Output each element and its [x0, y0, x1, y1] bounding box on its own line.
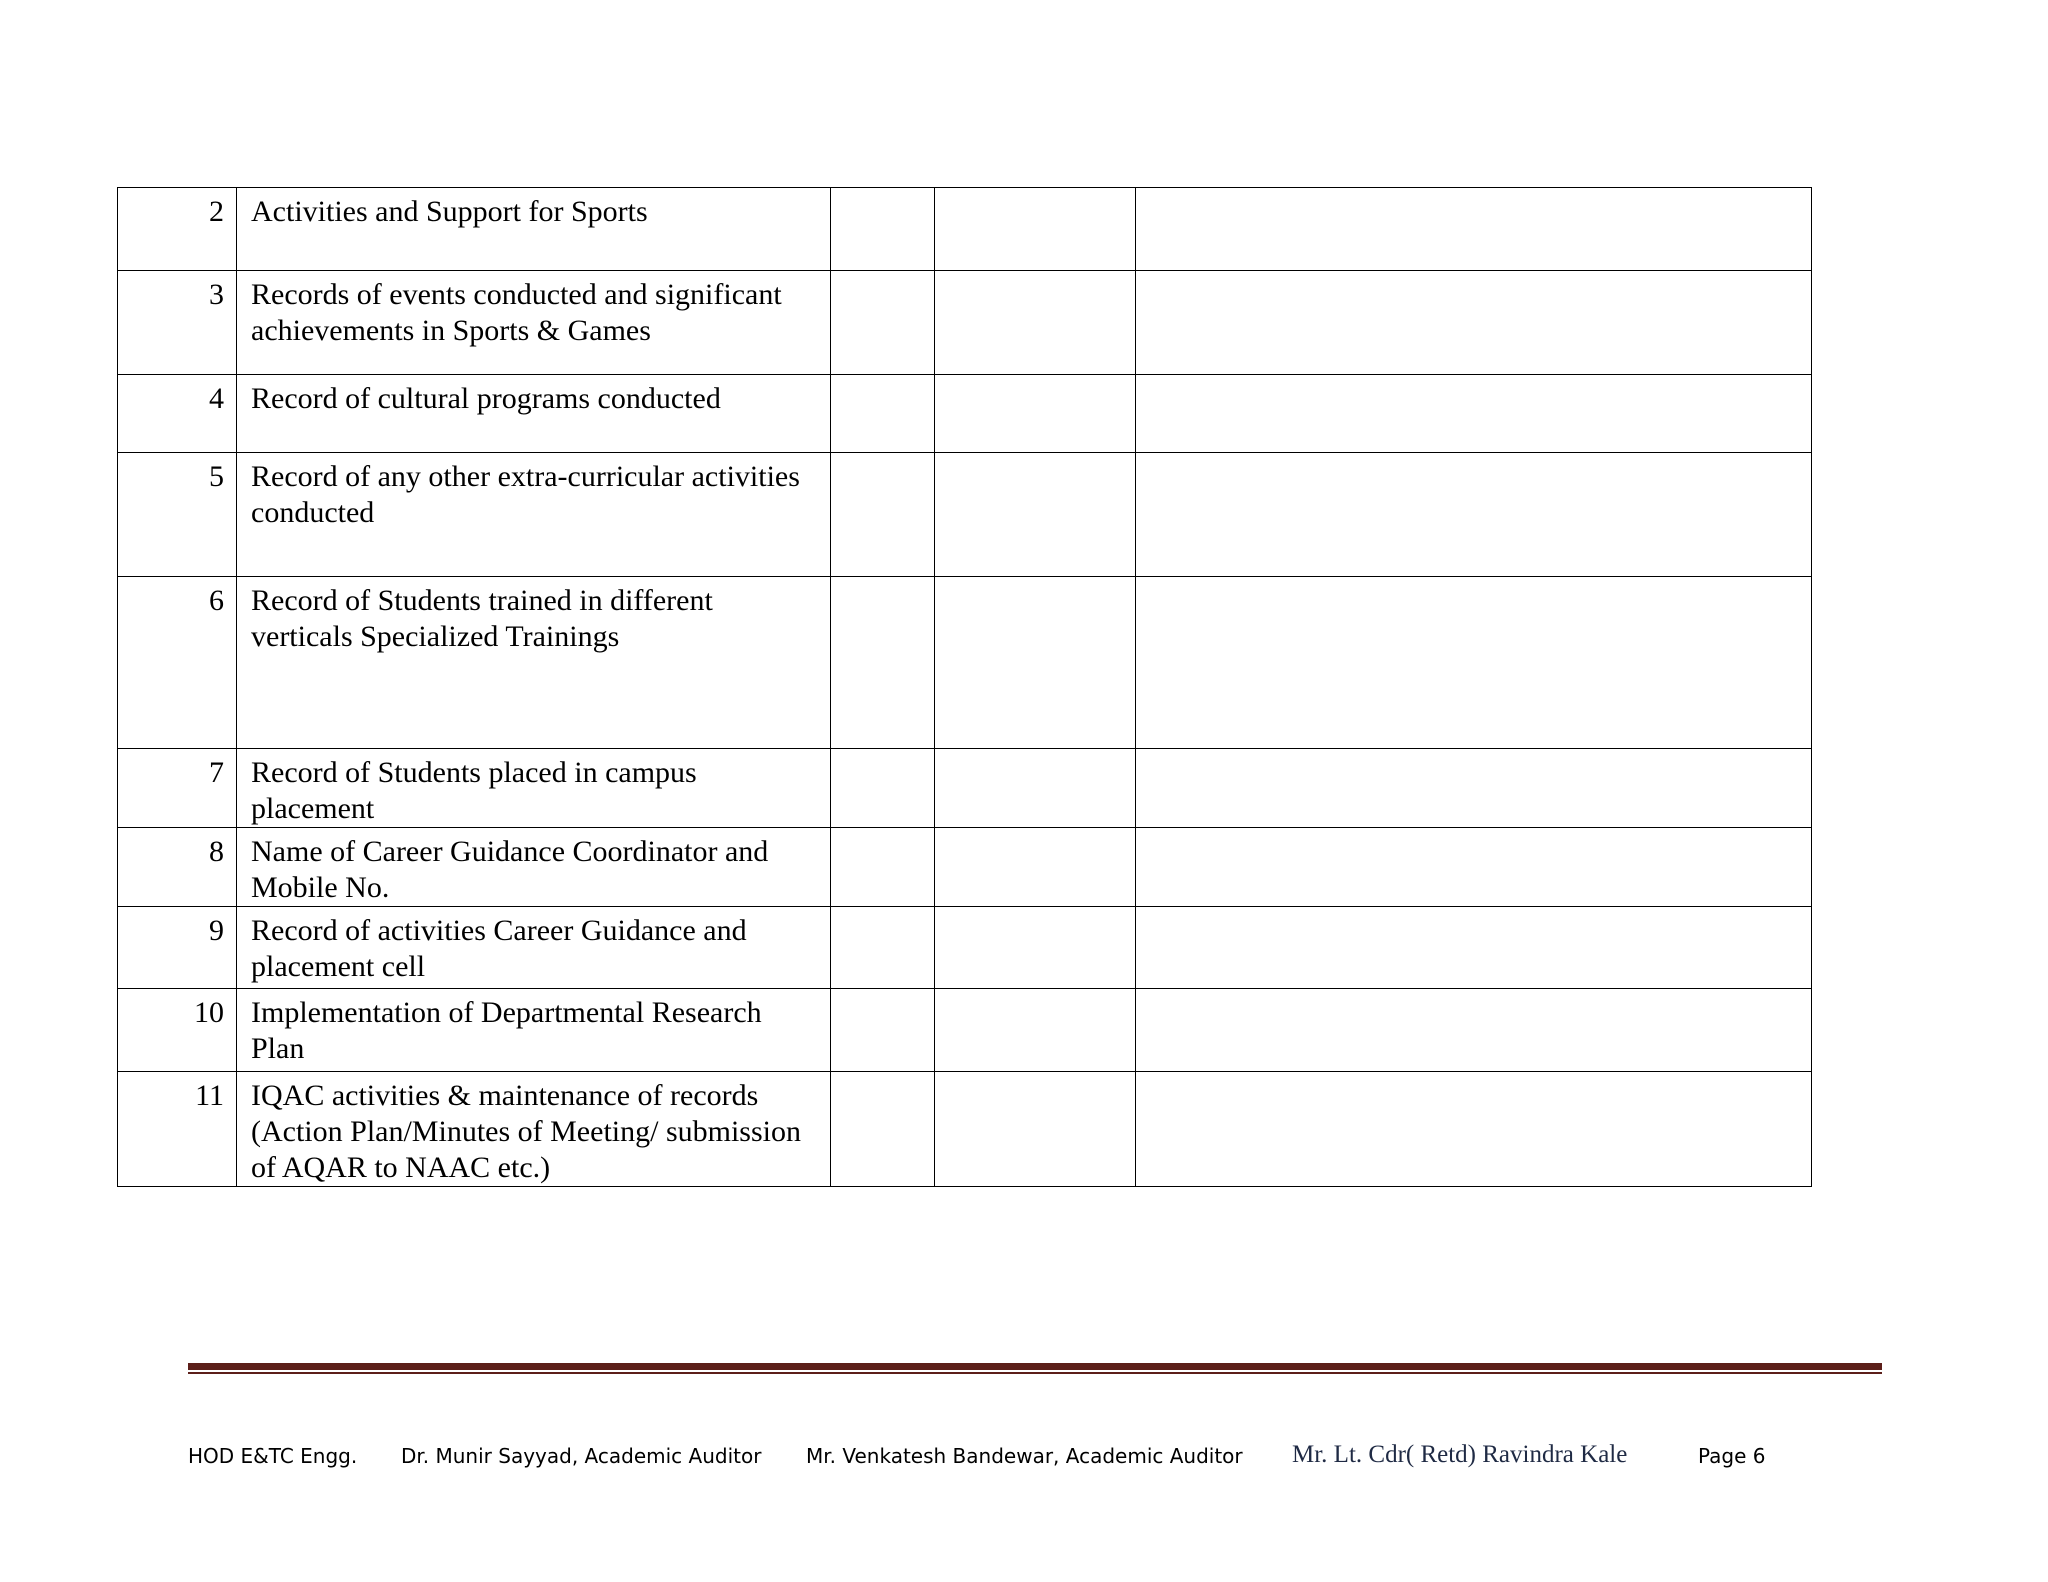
row-cell-blank	[831, 1072, 935, 1187]
row-cell-remarks	[1136, 749, 1812, 828]
row-cell-blank	[831, 577, 935, 749]
row-cell-blank	[935, 188, 1136, 271]
row-number: 3	[118, 271, 237, 375]
row-item: Record of any other extra-curricular activities conducted	[237, 453, 831, 577]
row-cell-remarks	[1136, 271, 1812, 375]
row-item: Records of events conducted and significant achievements in Sports & Games	[237, 271, 831, 375]
row-cell-blank	[935, 828, 1136, 907]
row-cell-blank	[935, 271, 1136, 375]
row-cell-blank	[935, 453, 1136, 577]
row-number: 4	[118, 375, 237, 453]
row-number: 5	[118, 453, 237, 577]
footer-hod: HOD E&TC Engg.	[188, 1444, 358, 1468]
table-row	[118, 271, 1812, 375]
row-cell-remarks	[1136, 577, 1812, 749]
table-row	[118, 1072, 1812, 1187]
footer-auditor-2: Mr. Venkatesh Bandewar, Academic Auditor	[806, 1444, 1243, 1468]
row-cell-blank	[831, 188, 935, 271]
table-row	[118, 375, 1812, 453]
row-item: Activities and Support for Sports	[237, 188, 831, 271]
row-number: 8	[118, 828, 237, 907]
row-cell-blank	[831, 375, 935, 453]
row-number: 11	[118, 1072, 237, 1187]
row-item: Implementation of Departmental Research Plan	[237, 989, 831, 1072]
row-number: 7	[118, 749, 237, 828]
row-cell-blank	[935, 577, 1136, 749]
row-item: Record of cultural programs conducted	[237, 375, 831, 453]
row-item: IQAC activities & maintenance of records (Action Plan/Minutes of Meeting/ submission of AQAR to NAAC etc.)	[237, 1072, 831, 1187]
row-item: Name of Career Guidance Coordinator and Mobile No.	[237, 828, 831, 907]
row-item: Record of Students trained in different verticals Specialized Trainings	[237, 577, 831, 749]
row-cell-blank	[935, 375, 1136, 453]
table-body	[118, 188, 1812, 1187]
table-row	[118, 577, 1812, 749]
row-cell-blank	[831, 271, 935, 375]
row-number: 6	[118, 577, 237, 749]
row-cell-blank	[831, 749, 935, 828]
row-cell-remarks	[1136, 828, 1812, 907]
row-cell-blank	[935, 1072, 1136, 1187]
footer-divider-thick	[188, 1363, 1882, 1370]
footer-divider-thin	[188, 1372, 1882, 1374]
row-cell-blank	[831, 989, 935, 1072]
table-row	[118, 828, 1812, 907]
table-row	[118, 907, 1812, 989]
footer-auditor-1: Dr. Munir Sayyad, Academic Auditor	[401, 1444, 762, 1468]
page-footer	[0, 1441, 2048, 1484]
row-cell-remarks	[1136, 453, 1812, 577]
row-item: Record of Students placed in campus placement	[237, 749, 831, 828]
row-cell-blank	[831, 453, 935, 577]
table-row	[118, 188, 1812, 271]
footer-member: Mr. Lt. Cdr( Retd) Ravindra Kale	[1292, 1441, 1628, 1468]
row-number: 10	[118, 989, 237, 1072]
row-cell-blank	[935, 989, 1136, 1072]
row-cell-blank	[935, 749, 1136, 828]
row-cell-blank	[831, 828, 935, 907]
row-cell-blank	[831, 907, 935, 989]
row-cell-remarks	[1136, 375, 1812, 453]
footer-divider	[188, 1363, 1882, 1375]
row-cell-remarks	[1136, 989, 1812, 1072]
row-cell-remarks	[1136, 907, 1812, 989]
table-row	[118, 453, 1812, 577]
row-number: 2	[118, 188, 237, 271]
row-cell-remarks	[1136, 1072, 1812, 1187]
table-row	[118, 989, 1812, 1072]
table-row	[118, 749, 1812, 828]
page-number: Page 6	[1698, 1444, 1766, 1468]
row-cell-blank	[935, 907, 1136, 989]
row-cell-remarks	[1136, 188, 1812, 271]
row-item: Record of activities Career Guidance and placement cell	[237, 907, 831, 989]
row-number: 9	[118, 907, 237, 989]
audit-checklist-table	[117, 187, 1812, 1187]
